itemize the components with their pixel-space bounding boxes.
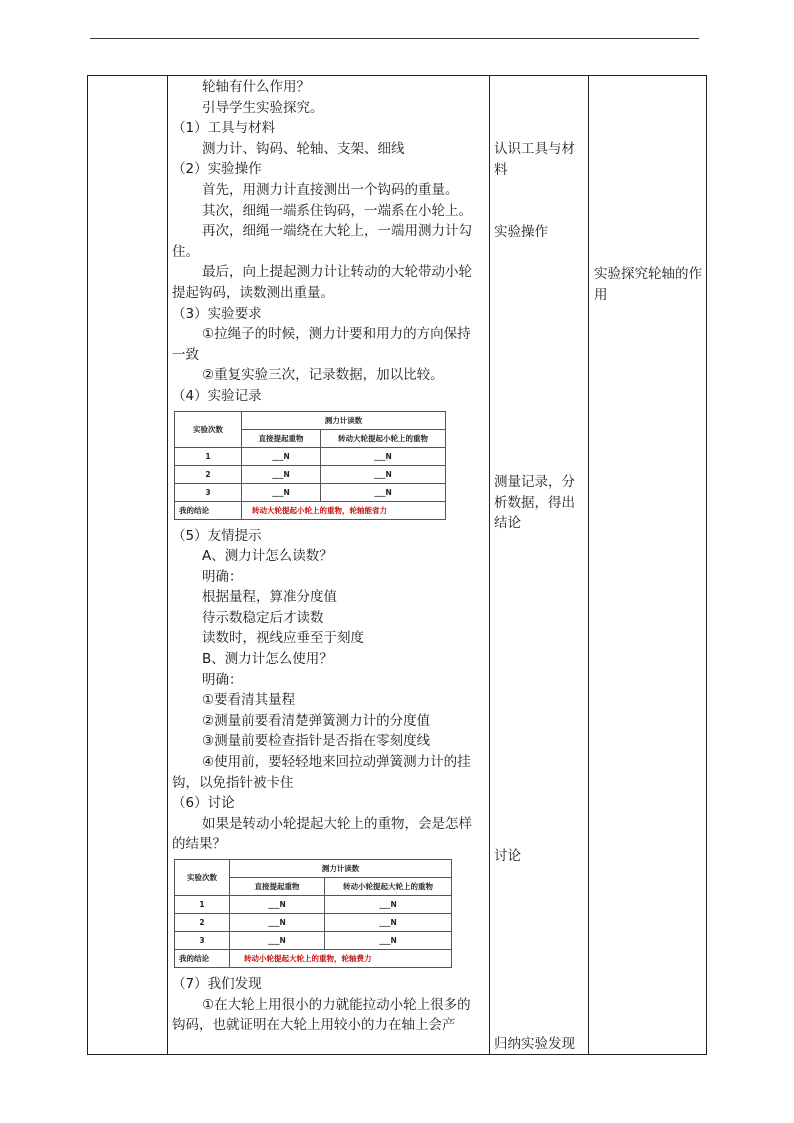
row-number: 1 — [175, 896, 230, 914]
table-row — [175, 896, 452, 914]
reading-direct: ___N — [242, 483, 321, 501]
reading-direct: ___N — [242, 465, 321, 483]
table1-header-method: 转动大轮提起小轮上的重物 — [321, 429, 446, 447]
intro-guide: 引导学生实验探究。 — [202, 99, 324, 116]
student-activity-summary: 归纳实验发现 — [494, 1036, 575, 1052]
table2-header-direct: 直接提起重物 — [230, 878, 325, 896]
reading-method: ___N — [325, 932, 452, 950]
section-requirements-title: （3）实验要求 — [172, 305, 262, 322]
reading-direct: ___N — [242, 447, 321, 465]
section-operation-title: （2）实验操作 — [172, 161, 262, 178]
design-intent: 实验探究轮轴的作用 — [594, 266, 702, 303]
table2-conclusion-label: 我的结论 — [175, 950, 230, 968]
operation-step-2: 其次，细绳一端系住钩码，一端系在小轮上。 — [202, 202, 472, 219]
reading-direct: ___N — [230, 896, 325, 914]
column-divider-3 — [588, 75, 589, 1055]
table2-header-reading: 测力计读数 — [230, 860, 452, 878]
column-divider-1 — [167, 75, 168, 1055]
student-activity-discussion: 讨论 — [494, 848, 521, 864]
table-row — [175, 465, 446, 483]
row-number: 3 — [175, 483, 242, 501]
operation-step-4: 最后，向上提起测力计让转动的大轮带动小轮提起钩码，读数测出重量。 — [172, 264, 472, 301]
column-divider-2 — [489, 75, 490, 1055]
tip-b-3: ③测量前要检查指针是否指在零刻度线 — [202, 733, 431, 750]
tip-a-2: 待示数稳定后才读数 — [202, 609, 324, 626]
intro-question: 轮轴有什么作用？ — [202, 79, 310, 95]
requirement-2: ②重复实验三次，记录数据，加以比较。 — [202, 367, 444, 384]
table1-header-times: 实验次数 — [175, 411, 242, 447]
tip-b-question: B、测力计怎么使用？ — [202, 651, 333, 668]
table2-header-times: 实验次数 — [175, 860, 230, 896]
operation-step-1: 首先，用测力计直接测出一个钩码的重量。 — [202, 181, 459, 198]
table-row — [175, 447, 446, 465]
section-findings-title: （7）我们发现 — [172, 976, 262, 992]
section-tools-title: （1）工具与材料 — [172, 120, 276, 137]
reading-method: ___N — [321, 447, 446, 465]
discussion-question: 如果是转动小轮提起大轮上的重物，会是怎样的结果？ — [172, 815, 472, 853]
table-row — [175, 932, 452, 950]
table2-header-method: 转动小轮提起大轮上的重物 — [325, 878, 452, 896]
reading-method: ___N — [325, 896, 452, 914]
row-number: 3 — [175, 932, 230, 950]
table-row — [175, 914, 452, 932]
row-number: 2 — [175, 465, 242, 483]
operation-step-3: 再次，细绳一端绕在大轮上，一端用测力计勾住。 — [172, 223, 472, 260]
reading-direct: ___N — [230, 914, 325, 932]
student-activity-tools: 认识工具与材料 — [494, 141, 575, 178]
finding-1: ①在大轮上用很小的力就能拉动小轮上很多的钩码，也就证明在大轮上用较小的力在轴上会产 — [172, 996, 471, 1034]
tip-a-1: 根据量程，算准分度值 — [202, 589, 337, 606]
section-tips-title: （5）友情提示 — [172, 527, 262, 544]
record-table-1 — [174, 411, 446, 520]
tip-b-2: ②测量前要看清楚弹簧测力计的分度值 — [202, 712, 431, 729]
student-activity-operation: 实验操作 — [494, 224, 548, 240]
reading-method: ___N — [321, 483, 446, 501]
section-record-title: （4）实验记录 — [172, 387, 262, 404]
tip-b-1: ①要看清其量程 — [202, 692, 296, 709]
record-table-2 — [174, 859, 452, 968]
reading-method: ___N — [321, 465, 446, 483]
student-activity-record: 测量记录，分析数据，得出结论 — [494, 474, 575, 532]
table1-header-direct: 直接提起重物 — [242, 429, 321, 447]
section-discussion-title: （6）讨论 — [172, 795, 235, 812]
tip-a-question: A、测力计怎么读数？ — [202, 548, 333, 565]
reading-direct: ___N — [230, 932, 325, 950]
table-row — [175, 483, 446, 501]
tip-a-clear: 明确： — [202, 568, 243, 585]
row-number: 1 — [175, 447, 242, 465]
table1-conclusion-label: 我的结论 — [175, 501, 242, 519]
table2-conclusion: 转动小轮提起大轮上的重物，轮轴费力 — [230, 950, 452, 968]
tip-a-3: 读数时，视线应垂至于刻度 — [202, 630, 364, 647]
requirement-1: ①拉绳子的时候，测力计要和用力的方向保持一致 — [172, 326, 471, 363]
tip-b-clear: 明确： — [202, 671, 243, 688]
teaching-content — [172, 77, 484, 1036]
tools-list: 测力计、钩码、轮轴、支架、细线 — [202, 140, 405, 157]
header-rule — [90, 38, 699, 39]
row-number: 2 — [175, 914, 230, 932]
table1-conclusion: 转动大轮提起小轮上的重物，轮轴能省力 — [242, 501, 446, 519]
tip-b-4: ④使用前，要轻轻地来回拉动弹簧测力计的挂钩，以免指针被卡住 — [172, 754, 471, 791]
reading-method: ___N — [325, 914, 452, 932]
table1-header-reading: 测力计读数 — [242, 411, 446, 429]
